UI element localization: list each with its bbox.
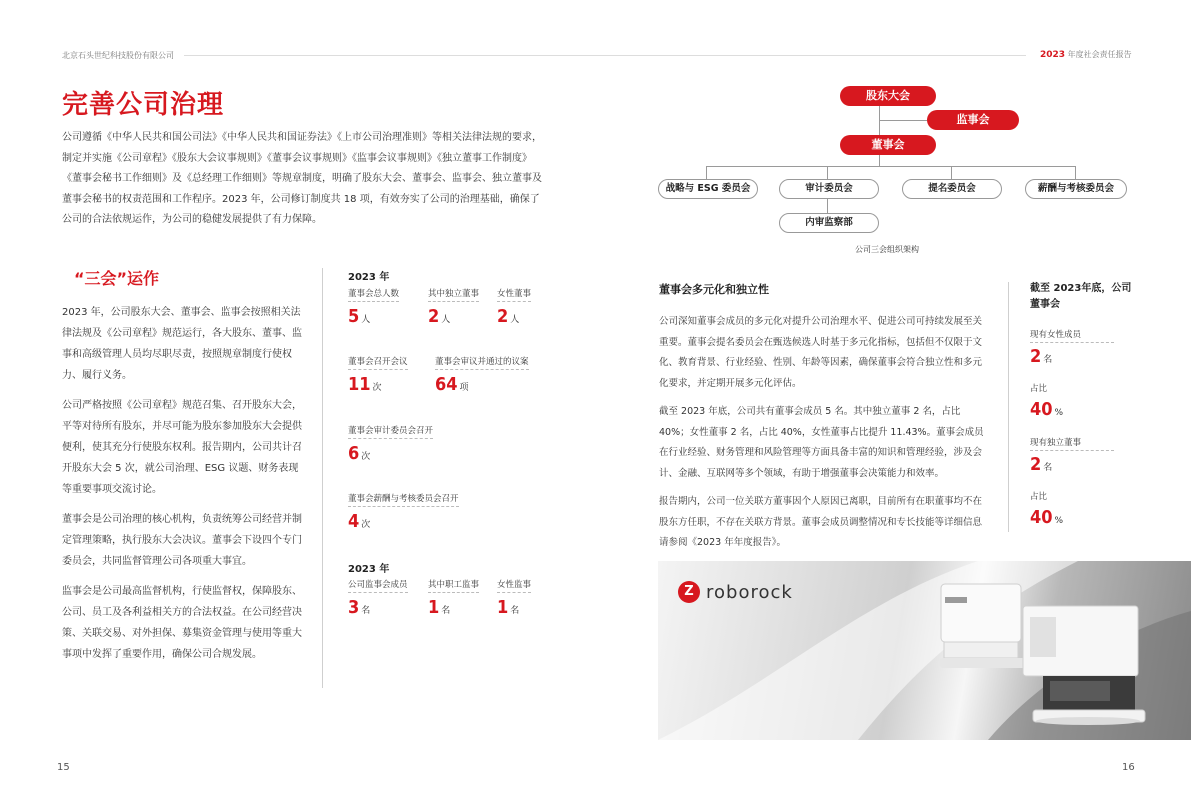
stat-unit: 项 — [459, 383, 469, 393]
stat-label: 董事会审议并通过的议案 — [435, 355, 529, 370]
stat-unit: 人 — [441, 315, 451, 325]
org-shareholders-meeting: 股东大会 — [840, 86, 936, 106]
stat-value: 40 — [1030, 507, 1053, 528]
stat-remuneration-committee — [348, 492, 459, 532]
stat-value: 4 — [348, 511, 360, 532]
stat-value: 2 — [428, 306, 440, 327]
org-chart-caption: 公司三会组织架构 — [855, 245, 919, 254]
paragraph: 报告期内，公司一位关联方董事因个人原因已离职，目前所有在职董事均不在股东方任职，不存在关联方背景。董事会成员调整情况和专长技能等详细信息请参阅《2023 年年度报告》。 — [659, 496, 983, 548]
side-stat-independent-ratio — [1030, 490, 1114, 528]
supervisor-stats-year: 2023 年 — [348, 564, 390, 575]
stat-unit: 名 — [441, 606, 451, 616]
stat-label: 董事会薪酬与考核委员会召开 — [348, 492, 459, 507]
header-company: 北京石头世纪科技股份有限公司 — [62, 51, 174, 60]
connector — [951, 166, 952, 180]
org-internal-audit: 内审监察部 — [779, 213, 879, 233]
page-title: 完善公司治理 — [62, 90, 225, 120]
stat-unit: % — [1054, 408, 1064, 418]
stat-unit: 人 — [510, 315, 520, 325]
org-board-of-directors: 董事会 — [840, 135, 936, 155]
diversity-text — [659, 312, 989, 562]
stat-label: 占比 — [1030, 492, 1048, 502]
section-title-three-meetings: “三会”运作 — [74, 269, 160, 288]
board-stats-year: 2023 年 — [348, 272, 390, 283]
side-stats-title: 截至 2023年底，公司董事会 — [1030, 283, 1132, 310]
side-stat-female-members — [1030, 328, 1114, 367]
stat-label: 现有独立董事 — [1030, 436, 1114, 451]
stat-value: 1 — [428, 597, 440, 618]
stat-label: 其中独立董事 — [428, 287, 479, 302]
paragraph: 截至 2023 年底，公司共有董事会成员 5 名。其中独立董事 2 名，占比 40%；女性董事 2 名，占比 40%，女性董事占比提升 11.43%。董事会成员在行业经验、财务管理和风险管理等方面具备丰富的知识和管理经验，涉及会计、金融、互联网等多个领域，有助于增强董事会决策能力和效率。 — [659, 406, 984, 479]
org-remuneration-committee: 薪酬与考核委员会 — [1025, 179, 1127, 199]
stat-unit: 次 — [361, 520, 371, 530]
column-divider — [1008, 282, 1009, 532]
roborock-icon: Z — [678, 581, 700, 603]
intro-paragraph: 公司遵循《中华人民共和国公司法》《中华人民共和国证券法》《上市公司治理准则》等相关法律法规的要求，制定并实施《公司章程》《股东大会议事规则》《董事会议事规则》《监事会议事规则》《独立董事工作制度》《董事会秘书工作细则》及《总经理工作细则》等规章制度，明确了股东大会、董事会、监事会、独立董事及董事会秘书的权责范围和工作程序。2023 年，公司修订制度共 18 项，有效夯实了公司的治理基础，确保了公司的合法依规运作，为公司的稳健发展提供了有力保障。 — [62, 132, 542, 225]
connector — [827, 166, 828, 180]
stat-unit: 人 — [361, 315, 371, 325]
side-stat-female-ratio — [1030, 382, 1114, 420]
connector — [879, 120, 927, 121]
stat-value: 2 — [1030, 346, 1042, 367]
org-nomination-committee: 提名委员会 — [902, 179, 1002, 199]
roborock-logo — [678, 581, 793, 603]
org-strategy-esg-committee: 战略与 ESG 委员会 — [658, 179, 758, 199]
stat-female-supervisors — [497, 578, 531, 618]
stat-unit: 名 — [1043, 355, 1053, 365]
stat-value: 3 — [348, 597, 360, 618]
stat-label: 董事会召开会议 — [348, 355, 408, 370]
stat-value: 5 — [348, 306, 360, 327]
paragraph: 公司严格按照《公司章程》规范召集、召开股东大会，平等对待所有股东，并尽可能为股东参加股东大会提供便利，使其充分行使股东权利。报告期内，公司共计召开股东大会 5 次，就公司治理、ESG 议题、财务表现等重要事项交流讨论。 — [62, 400, 302, 495]
stat-value: 11 — [348, 374, 371, 395]
page-number-right: 16 — [1122, 762, 1135, 773]
stat-unit: 名 — [1043, 463, 1053, 473]
paragraph: 监事会是公司最高监督机构，行使监督权，保障股东、公司、员工及各利益相关方的合法权益。在公司经营决策、关联交易、对外担保、募集资金管理与使用等重大事项中发挥了重要作用，确保公司合规发展。 — [62, 586, 302, 660]
stat-value: 2 — [1030, 454, 1042, 475]
stat-label: 女性董事 — [497, 287, 531, 302]
stat-unit: 名 — [510, 606, 520, 616]
stat-female-directors — [497, 287, 531, 327]
stat-label: 公司监事会成员 — [348, 578, 408, 593]
connector — [706, 166, 1076, 167]
stat-board-proposals — [435, 355, 529, 395]
paragraph: 2023 年，公司股东大会、董事会、监事会按照相关法律法规及《公司章程》规范运行，各大股东、董事、监事和高级管理人员均尽职尽责，按照规章制度行使权力、履行义务。 — [62, 307, 302, 381]
stat-label: 现有女性成员 — [1030, 328, 1114, 343]
three-meetings-text — [62, 302, 307, 674]
header-year: 2023 — [1040, 50, 1066, 60]
stat-unit: 次 — [361, 452, 371, 462]
stat-label: 占比 — [1030, 384, 1048, 394]
stat-value: 64 — [435, 374, 458, 395]
connector — [827, 198, 828, 214]
stat-audit-committee — [348, 424, 433, 464]
page-number-left: 15 — [57, 762, 70, 773]
stat-unit: 次 — [372, 383, 382, 393]
stat-independent-directors — [428, 287, 479, 327]
stat-value: 6 — [348, 443, 360, 464]
column-divider — [322, 268, 323, 688]
header-report — [1040, 49, 1132, 60]
connector — [1075, 166, 1076, 180]
connector — [706, 166, 707, 180]
stat-supervisors — [348, 578, 408, 618]
brand-name: roborock — [706, 581, 793, 603]
stat-label: 其中职工监事 — [428, 578, 479, 593]
section-title-diversity: 董事会多元化和独立性 — [659, 283, 769, 296]
stat-value: 1 — [497, 597, 509, 618]
stat-label: 董事会审计委员会召开 — [348, 424, 433, 439]
connector — [879, 106, 880, 137]
paragraph: 公司深知董事会成员的多元化对提升公司治理水平、促进公司可持续发展至关重要。董事会提名委员会在甄选候选人时基于多元化指标，包括但不仅限于文化、教育背景、行业经验、性别、年龄等因素，确保董事会符合独立性和多元化要求，并定期开展多元化评估。 — [659, 316, 983, 389]
header-rule — [184, 55, 1026, 56]
stat-board-total — [348, 287, 399, 327]
stat-board-meetings — [348, 355, 408, 395]
stat-value: 40 — [1030, 399, 1053, 420]
header-report-title: 年度社会责任报告 — [1067, 50, 1132, 59]
stat-label: 董事会总人数 — [348, 287, 399, 302]
org-supervisory-board: 监事会 — [927, 110, 1019, 130]
stat-unit: 名 — [361, 606, 371, 616]
stat-unit: % — [1054, 516, 1064, 526]
stat-label: 女性监事 — [497, 578, 531, 593]
stat-employee-supervisors — [428, 578, 479, 618]
product-photo — [658, 561, 1191, 740]
stat-value: 2 — [497, 306, 509, 327]
org-audit-committee: 审计委员会 — [779, 179, 879, 199]
side-stat-independent-directors — [1030, 436, 1114, 475]
paragraph: 董事会是公司治理的核心机构，负责统筹公司经营并制定管理策略，执行股东大会决议。董事会下设四个专门委员会，共同监督管理公司各项重大事宜。 — [62, 514, 302, 567]
